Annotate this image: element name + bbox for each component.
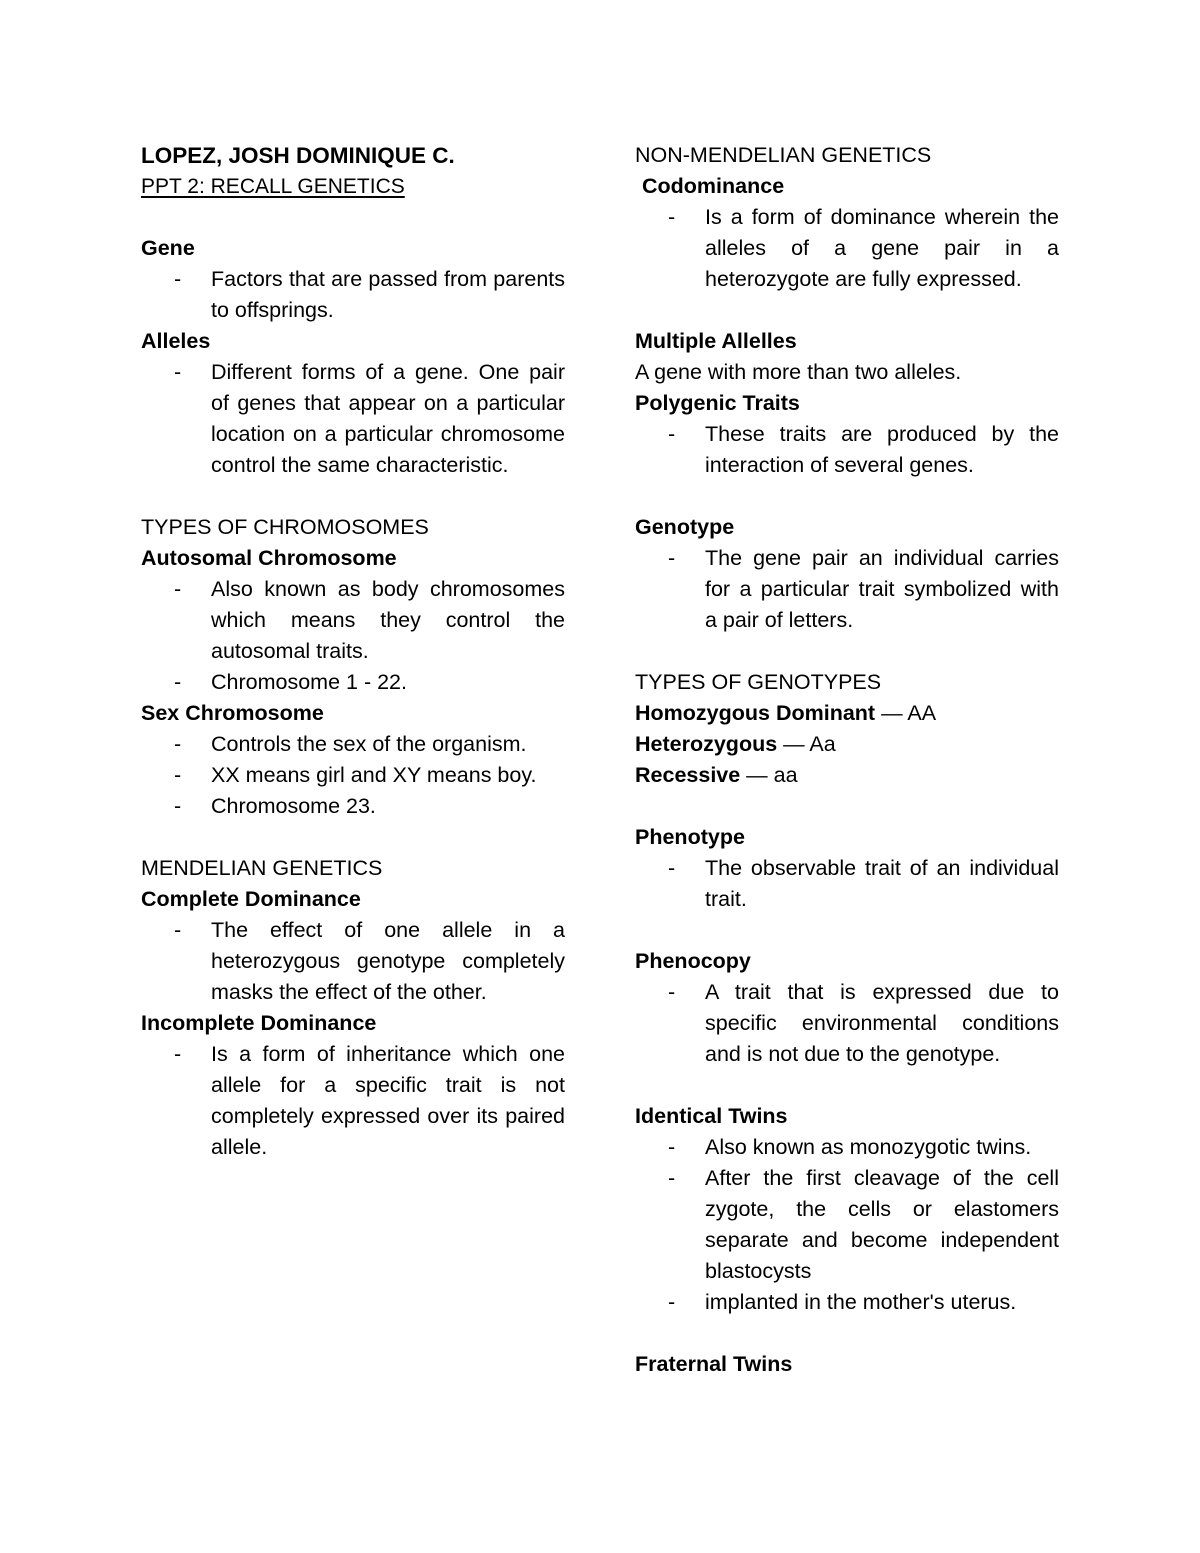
phenocopy-heading: Phenocopy xyxy=(635,949,751,973)
mendelian-genetics-heading: MENDELIAN GENETICS xyxy=(141,856,383,880)
sex-chromosome-heading: Sex Chromosome xyxy=(141,701,324,725)
autosomal-chromosome-heading: Autosomal Chromosome xyxy=(141,546,397,570)
list-item: - The observable trait of an individual trait. xyxy=(668,856,1059,911)
list-item: - After the first cleavage of the cell zygote, the cells or elastomers separate and become independent blastocysts xyxy=(668,1166,1059,1283)
list-item: - implanted in the mother's uterus. xyxy=(668,1290,1017,1314)
list-item: - Also known as body chromosomes which means they control the autosomal traits. xyxy=(174,577,565,663)
non-mendelian-genetics-heading: NON-MENDELIAN GENETICS xyxy=(635,143,932,167)
list-item: - The effect of one allele in a heterozygous genotype completely masks the effect of the other. xyxy=(174,918,565,1004)
codominance-heading: Codominance xyxy=(642,174,785,198)
identical-twins-heading: Identical Twins xyxy=(635,1104,788,1128)
list-item: - Factors that are passed from parents to offsprings. xyxy=(174,267,565,322)
incomplete-dominance-heading: Incomplete Dominance xyxy=(141,1011,377,1035)
fraternal-twins-heading: Fraternal Twins xyxy=(635,1352,793,1376)
list-item: - XX means girl and XY means boy. xyxy=(174,763,537,787)
list-item: - Chromosome 1 - 22. xyxy=(174,670,407,694)
multiple-alleles-text: A gene with more than two alleles. xyxy=(635,360,962,384)
list-item: - A trait that is expressed due to specific environmental conditions and is not due to the genotype. xyxy=(668,980,1059,1066)
list-item: - Controls the sex of the organism. xyxy=(174,732,527,756)
list-item: - The gene pair an individual carries for a particular trait symbolized with a pair of letters. xyxy=(668,546,1059,632)
genotype-heading: Genotype xyxy=(635,515,735,539)
gene-heading: Gene xyxy=(141,236,195,260)
list-item: - Also known as monozygotic twins. xyxy=(668,1135,1032,1159)
document-subtitle: PPT 2: RECALL GENETICS xyxy=(141,175,405,198)
list-item: - Different forms of a gene. One pair of genes that appear on a particular location on a particular chromosome control the same characteristic. xyxy=(174,360,565,477)
types-of-genotypes-heading: TYPES OF GENOTYPES xyxy=(635,670,882,694)
alleles-heading: Alleles xyxy=(141,329,211,353)
complete-dominance-heading: Complete Dominance xyxy=(141,887,361,911)
phenotype-heading: Phenotype xyxy=(635,825,745,849)
right-column xyxy=(635,140,1059,1380)
genotype-type-row: Recessive — aa xyxy=(635,763,798,787)
multiple-alleles-heading: Multiple Allelles xyxy=(635,329,797,353)
list-item: - Is a form of inheritance which one allele for a specific trait is not completely expressed over its paired allele. xyxy=(174,1042,565,1159)
list-item: - These traits are produced by the interaction of several genes. xyxy=(668,422,1059,477)
student-name: LOPEZ, JOSH DOMINIQUE C. xyxy=(141,143,455,168)
left-column xyxy=(141,140,565,1163)
polygenic-traits-heading: Polygenic Traits xyxy=(635,391,800,415)
list-item: - Is a form of dominance wherein the alleles of a gene pair in a heterozygote are fully expressed. xyxy=(668,205,1059,291)
genotype-type-row: Homozygous Dominant — AA xyxy=(635,701,937,725)
list-item: - Chromosome 23. xyxy=(174,794,376,818)
types-of-chromosomes-heading: TYPES OF CHROMOSOMES xyxy=(141,515,429,539)
genotype-type-row: Heterozygous — Aa xyxy=(635,732,836,756)
